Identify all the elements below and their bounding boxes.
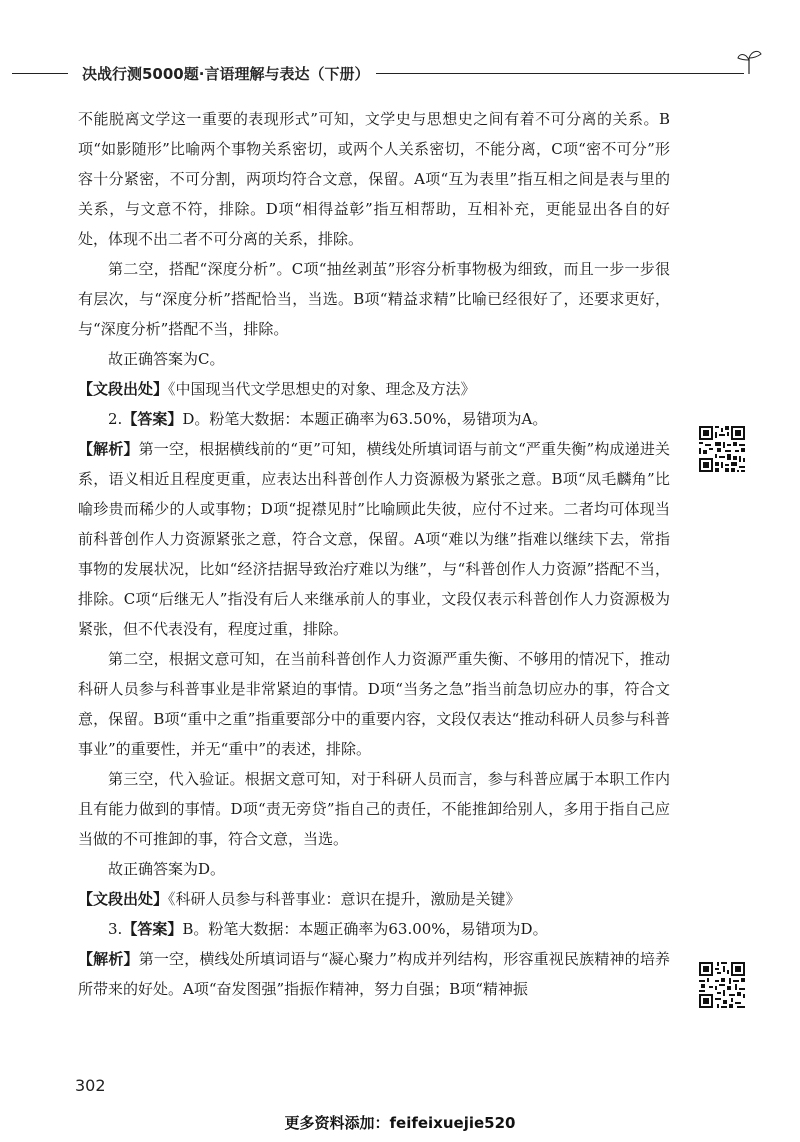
answer-label: 【答案】 [122,920,183,938]
analysis-label: 【解析】 [78,950,139,968]
answer-conclusion [78,344,670,374]
sprout-icon [734,46,764,76]
answer-line [78,914,670,944]
running-header [12,62,752,86]
source-label: 【文段出处】 [78,890,169,908]
header-title: 决战行测5000题·言语理解与表达（下册） [82,65,370,83]
source-citation [78,374,670,404]
paragraph [78,644,670,764]
header-rule-right [376,73,744,74]
paragraph-text: 第二空，根据文意可知，在当前科普创作人力资源严重失衡、不够用的情况下，推动科研人员参与科普事业是非常紧迫的事情。D项“当务之急”指当前急切应办的事，符合文意，保留。B项“重中之重”指重要部分中的重要内容，文段仅表达“推动科研人员参与科普事业”的重要性，并无“重中”的表述，排除。 [78,650,670,758]
analysis-label: 【解析】 [78,440,139,458]
answer-conclusion [78,854,670,884]
answer-explanation-body [78,104,670,1004]
paragraph [78,104,670,254]
qr-code-icon[interactable] [697,960,747,1010]
paragraph-text: 第二空，搭配“深度分析”。C项“抽丝剥茧”形容分析事物极为细致，而且一步一步很有层次，与“深度分析”搭配恰当，当选。B项“精益求精”比喻已经很好了，还要求更好，与“深度分析”搭配不当，排除。 [78,260,670,338]
paragraph-text: 故正确答案为C。 [108,350,225,368]
answer-line [78,404,670,434]
paragraph-text: 第三空，代入验证。根据文意可知，对于科研人员而言，参与科普应属于本职工作内且有能力做到的事情。D项“责无旁贷”指自己的责任，不能推卸给别人，多用于指自己应当做的不可推卸的事，符合文意，当选。 [78,770,670,848]
source-title: 《中国现当代文学思想史的对象、理念及方法》 [168,380,476,398]
footer-contact-note: 更多资料添加：feifeixuejie520 [284,1114,516,1132]
answer-text: D。粉笔大数据：本题正确率为63.50%，易错项为A。 [182,410,548,428]
source-citation [78,884,670,914]
answer-text: B。粉笔大数据：本题正确率为63.00%，易错项为D。 [182,920,548,938]
source-label: 【文段出处】 [78,380,169,398]
paragraph [78,764,670,854]
question-number: 3. [108,920,123,938]
header-rule-left [12,73,68,74]
answer-label: 【答案】 [122,410,183,428]
analysis-paragraph [78,434,670,644]
qr-code-icon[interactable] [697,424,747,474]
paragraph-text: 故正确答案为D。 [108,860,226,878]
source-title: 《科研人员参与科普事业：意识在提升，激励是关键》 [168,890,521,908]
page-number: 302 [75,1076,106,1095]
question-number: 2. [108,410,123,428]
paragraph-text: 第一空，根据横线前的“更”可知，横线处所填词语与前文“严重失衡”构成递进关系，语义相近且程度更重，应表达出科普创作人力资源极为紧张之意。B项“凤毛麟角”比喻珍贵而稀少的人或事物；D项“捉襟见肘”比喻顾此失彼，应付不过来。二者均可体现当前科普创作人力资源紧张之意，符合文意，保留。A项“难以为继”指难以继续下去，常指事物的发展状况，比如“经济拮据导致治疗难以为继”，与“科普创作人力资源”搭配不当，排除。C项“后继无人”指没有后人来继承前人的事业，文段仅表示科普创作人力资源极为紧张，但不代表没有，程度过重，排除。 [78,440,670,638]
paragraph [78,254,670,344]
paragraph-text: 不能脱离文学这一重要的表现形式”可知，文学史与思想史之间有着不可分离的关系。B项“如影随形”比喻两个事物关系密切，或两个人关系密切，不能分离，C项“密不可分”形容十分紧密，不可分割，两项均符合文意，保留。A项“互为表里”指互相之间是表与里的关系，与文意不符，排除。D项“相得益彰”指互相帮助，互相补充，更能显出各自的好处，体现不出二者不可分离的关系，排除。 [78,110,670,248]
paragraph-text: 第一空，横线处所填词语与“凝心聚力”构成并列结构，形容重视民族精神的培养所带来的好处。A项“奋发图强”指振作精神，努力自强；B项“精神振 [78,950,670,998]
analysis-paragraph [78,944,670,1004]
